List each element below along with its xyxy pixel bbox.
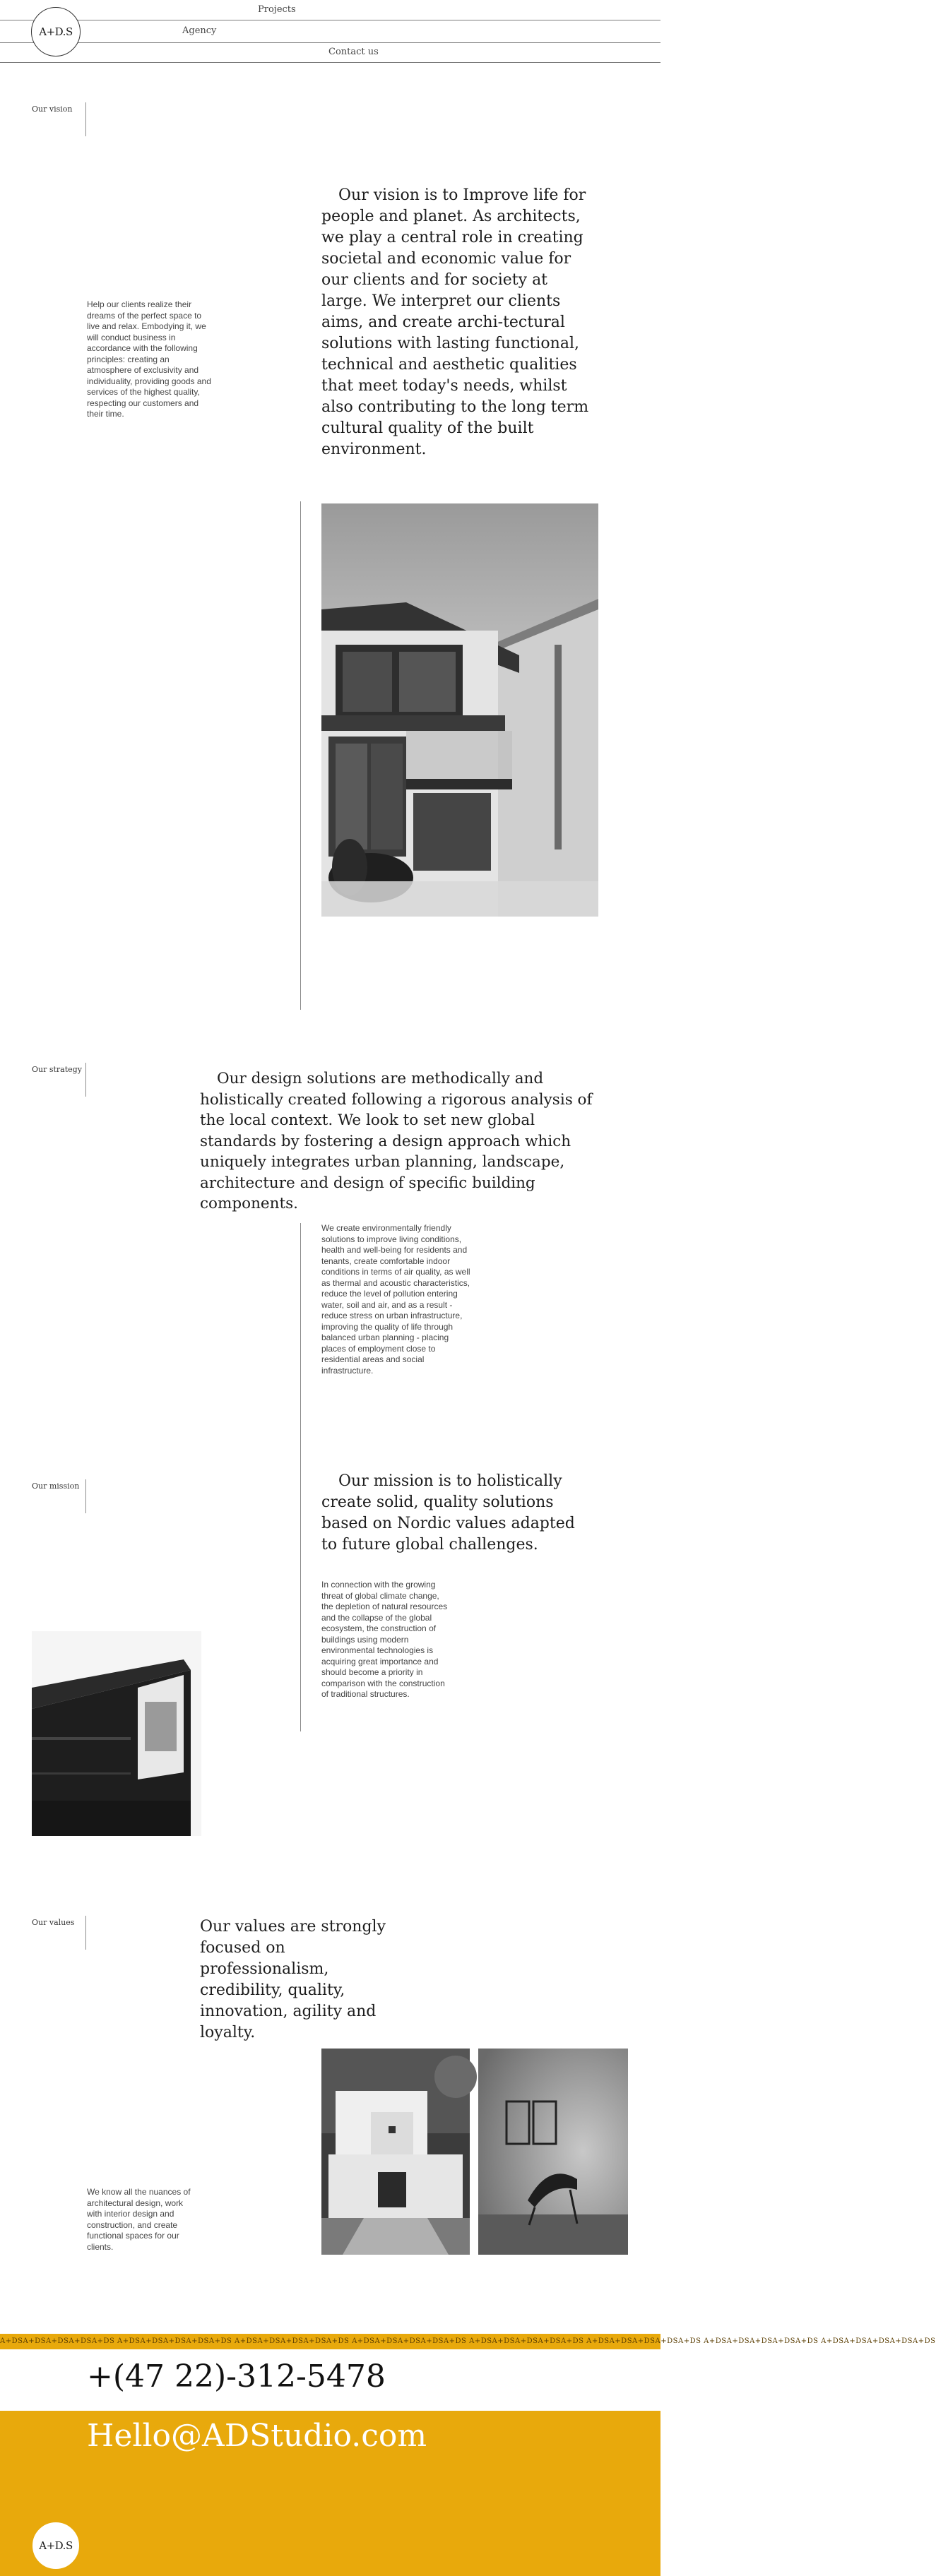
strategy-lead-text: Our design solutions are methodically and holistically created following a rigorous analysis of the local context. We look to set new global standards by fostering a design approach which uniquely integrates urban planning, landscape, architecture and design of specific building components. [200, 1070, 593, 1212]
vision-lead-text: Our vision is to Improve life for people and planet. As architects, we play a central role in creating societal and economic value for our clients and for society at large. We interpret our clients aims, and create archi-tectural solutions with lasting functional, technical and aesthetic qualities that meet today's needs, whilst also contributing to the long term cultural quality of the built environment. [321, 186, 589, 458]
mission-building-photo [32, 1631, 201, 1836]
contact-email-link[interactable]: Hello@ADStudio.com [87, 2418, 427, 2454]
white-villa-image [321, 2049, 470, 2255]
footer-logo[interactable] [32, 2522, 79, 2569]
modern-house-image [321, 503, 598, 917]
vision-label: Our vision [32, 105, 73, 114]
strategy-label: Our strategy [32, 1065, 82, 1074]
strategy-divider-line [300, 1223, 301, 1731]
footer-logo-text: A+D.S [39, 2539, 73, 2552]
mission-label: Our mission [32, 1481, 80, 1491]
brand-ticker-strip [0, 2334, 936, 2349]
interior-chair-image [478, 2049, 628, 2255]
vision-building-photo [321, 503, 598, 917]
header-base-line [0, 62, 660, 63]
values-lead-text: Our values are strongly focused on professionalism, credibility, quality, innovation, agility and loyalty. [200, 1918, 386, 2041]
nav-contact-link[interactable]: Contact us [328, 47, 379, 57]
header-logo[interactable] [31, 7, 81, 56]
nav-projects-link[interactable]: Projects [258, 4, 296, 15]
values-body-text: We know all the nuances of architectural design, work with interior design and construction, and create functional spaces for our clients. [87, 2187, 191, 2252]
mission-body-text: In connection with the growing threat of global climate change, the depletion of natural resources and the collapse of the global ecosystem, the construction of buildings using modern environmental technologies is acquiring great importance and should become a priority in comparison with the construction of traditional structures. [321, 1580, 448, 1699]
logo-text: A+D.S [39, 25, 73, 38]
vision-body-text: Help our clients realize their dreams of the perfect space to live and relax. Embodying it, we will conduct business in accordance with the following principles: creating an atmosphere of exclusivity and individuality, providing goods and services of the highest quality, respecting our customers and their time. [87, 299, 211, 419]
mission-label-line [85, 1479, 86, 1513]
strategy-body-text: We create environmentally friendly solutions to improve living conditions, health and well-being for residents and tenants, create comfortable indoor conditions in terms of air quality, as well as thermal and acoustic characteristics, reduce the level of pollution entering water, soil and air, and as a result - reduce stress on urban infrastructure, improving the quality of life through balanced urban planning - placing places of employment close to residential areas and social infrastructure. [321, 1223, 470, 1376]
header-bottom-line [0, 42, 660, 43]
footer-band [0, 2411, 660, 2576]
strategy-label-line [85, 1063, 86, 1097]
nav-agency-link[interactable]: Agency [182, 25, 217, 36]
vision-label-line [85, 102, 86, 136]
contact-phone-link[interactable]: +(47 22)-312-5478 [87, 2359, 386, 2395]
brand-ticker-text: A+DSA+DSA+DSA+DSA+DS A+DSA+DSA+DSA+DSA+DS A+DSA+DSA+DSA+DSA+DS A+DSA+DSA+DSA+DSA+DS A+DSA+DSA+DSA+DSA+DS A+DSA+DSA+DSA+DSA+DS A+DSA+DSA+DSA+DSA+DS A+DSA+DSA+DSA+DSA+DS [0, 2337, 936, 2345]
values-photo-right [478, 2049, 628, 2255]
mission-building-image [32, 1631, 201, 1836]
vision-divider-line [300, 501, 301, 1010]
values-label-line [85, 1916, 86, 1950]
mission-lead-text: Our mission is to holistically create solid, quality solutions based on Nordic values adapted to future global challenges. [321, 1472, 575, 1554]
values-label: Our values [32, 1918, 75, 1927]
values-photo-left [321, 2049, 470, 2255]
